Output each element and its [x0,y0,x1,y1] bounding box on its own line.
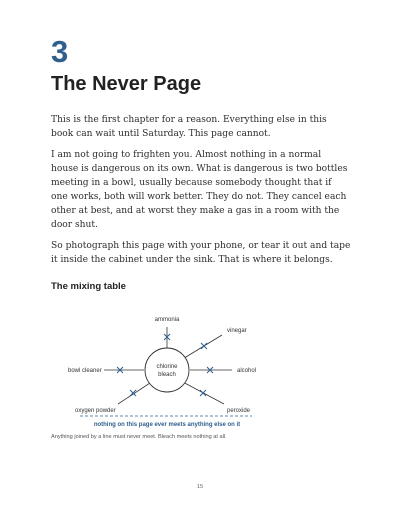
paragraph: I am not going to frighten you. Almost nothing in a normal house is dangerous on its own. What is dangerous is two bottles meeting in a bowl, usually because somebody thought that if one works, both will work better. They do not. They cancel each other at best, and at worst they make a gas in a room with the door shut. [51,150,348,230]
page-number: 15 [196,484,204,490]
chapter-title: The Never Page [51,73,202,95]
paragraph: So photograph this page with your phone, or tear it out and tape it inside the cabinet under the sink. That is where it belongs. [51,241,351,265]
figure-caption: Anything joined by a line must never meet. Bleach meets nothing at all. [51,434,227,440]
chapter-number: 3 [51,34,69,69]
section-heading: The mixing table [51,281,126,292]
center-label-line1: chlorine [156,364,178,370]
center-label-line2: bleach [158,372,176,378]
body-text [51,113,351,274]
cross-icon [200,390,206,396]
label-oxygen-powder: oxygen powder [75,408,116,414]
label-vinegar: vinegar [227,328,247,334]
spoke-oxygen-powder [118,381,153,404]
cross-icon [201,343,207,349]
label-peroxide: peroxide [227,408,251,414]
label-alcohol: alcohol [237,368,257,374]
spoke-vinegar [181,335,222,360]
label-ammonia: ammonia [154,317,180,323]
footer-note: nothing on this page ever meets anything else on it [93,422,241,428]
paragraph: This is the first chapter for a reason. Everything else in this book can wait until Saturday. This page cannot. [51,115,327,139]
center-node [145,348,189,392]
label-bowl-cleaner: bowl cleaner [68,368,102,374]
mixing-diagram [0,300,400,440]
